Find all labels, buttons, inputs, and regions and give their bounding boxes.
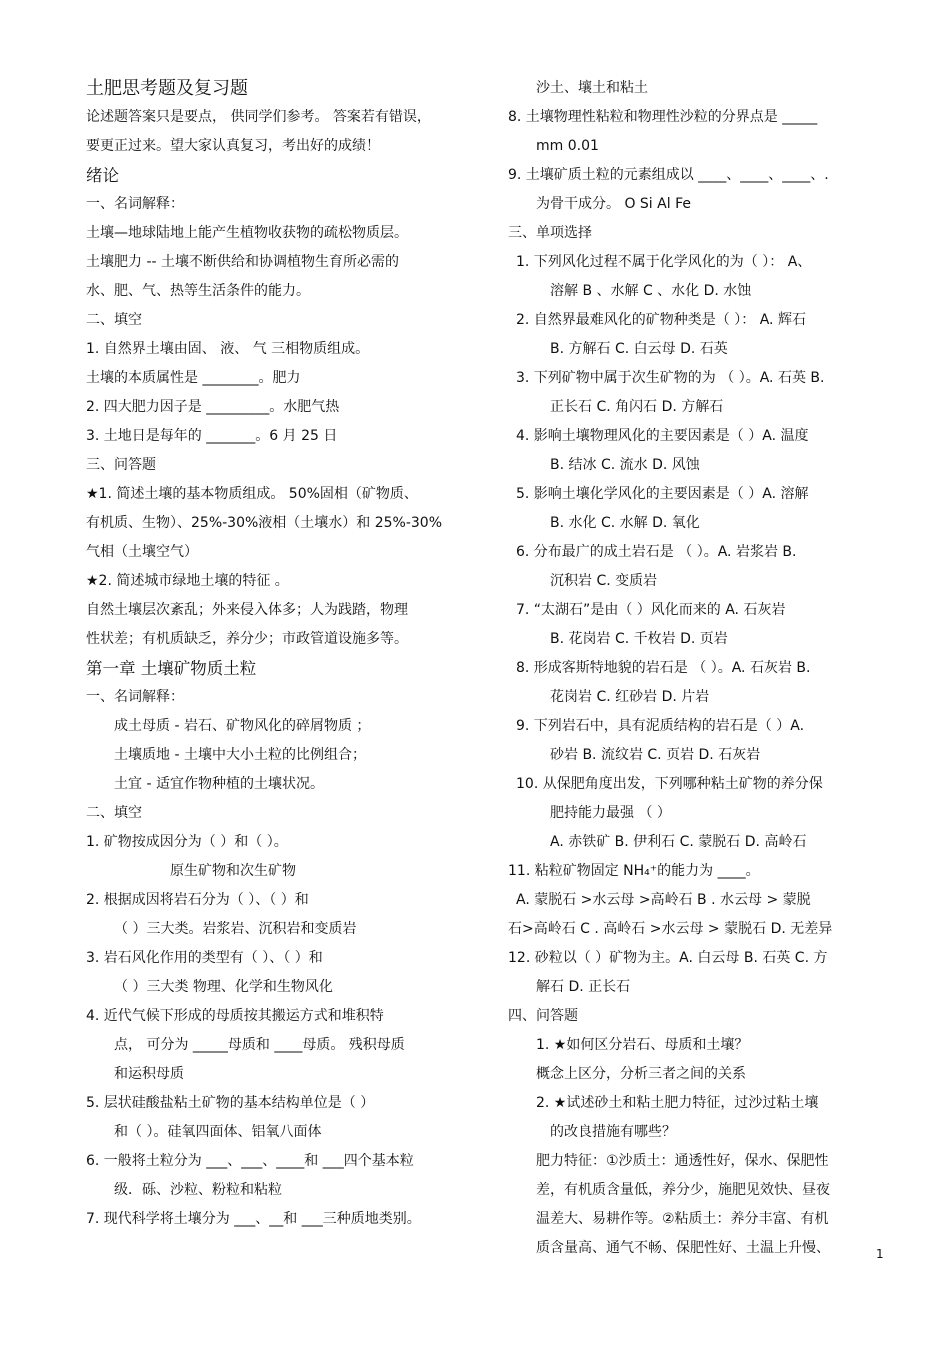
right-text-line: 3. 下列矿物中属于次生矿物的为 （ ）。A. 石英 B.	[516, 370, 825, 386]
left-text-line: 1. 矿物按成因分为（ ）和（ ）。	[86, 834, 288, 850]
right-text-line: 正长石 C. 角闪石 D. 方解石	[550, 399, 724, 415]
left-text-line: 一、名词解释：	[86, 196, 184, 212]
right-text-line: 2. ★试述砂土和粘土肥力特征，过沙过粘土壤	[536, 1095, 819, 1111]
left-text-line: 二、填空	[86, 805, 142, 821]
right-column	[508, 74, 892, 1263]
left-text-line: 级．砾、沙粒、粉粒和粘粒	[114, 1182, 282, 1198]
left-text-line: 土壤的本质属性是 ________。肥力	[86, 370, 301, 386]
left-text-line: 第一章 土壤矿物质土粒	[86, 659, 257, 678]
page-number: 1	[876, 1247, 884, 1261]
right-text-line: B. 方解石 C. 白云母 D. 石英	[550, 341, 728, 357]
right-text-line: B. 水化 C. 水解 D. 氧化	[550, 515, 700, 531]
left-text-line: （ ）三大类 物理、化学和生物风化	[114, 979, 333, 995]
left-text-line: 5. 层状硅酸盐粘土矿物的基本结构单位是（ ）	[86, 1095, 375, 1111]
right-text-line: 为骨干成分。 O Si Al Fe	[536, 196, 691, 212]
right-text-line: 7. “太湖石”是由（ ）风化而来的 A. 石灰岩	[516, 602, 786, 618]
right-text-line: 质含量高、通气不畅、保肥性好、土温上升慢、	[536, 1240, 830, 1256]
left-text-line: 4. 近代气候下形成的母质按其搬运方式和堆积特	[86, 1008, 384, 1024]
right-text-line: 2. 自然界最难风化的矿物种类是（ ）： A. 辉石	[516, 312, 806, 328]
left-text-line: 土壤肥力 -- 土壤不断供给和协调植物生育所必需的	[86, 254, 400, 270]
left-text-line: 二、填空	[86, 312, 142, 328]
left-text-line: 成土母质 - 岩石、矿物风化的碎屑物质 ；	[114, 718, 371, 734]
right-text-line: A. 赤铁矿 B. 伊利石 C. 蒙脱石 D. 高岭石	[550, 834, 807, 850]
left-text-line: 性状差；有机质缺乏，养分少；市政管道设施多等。	[86, 631, 408, 647]
right-text-line: 砂岩 B. 流纹岩 C. 页岩 D. 石灰岩	[550, 747, 761, 763]
left-text-line: 和（ ）。硅氧四面体、铝氧八面体	[114, 1124, 322, 1140]
left-text-line: 2. 根据成因将岩石分为（ ）、（ ）和	[86, 892, 309, 908]
left-text-line: 绪论	[86, 166, 119, 185]
left-text-line: 1. 自然界土壤由固、 液、 气 三相物质组成。	[86, 341, 370, 357]
right-text-line: 四、问答题	[508, 1008, 578, 1024]
right-text-line: 温差大、易耕作等。②粘质土：养分丰富、有机	[536, 1211, 829, 1227]
right-text-line: 肥持能力最强 （ ）	[550, 805, 671, 821]
left-text-line: 点， 可分为 _____母质和 ____母质。 残积母质	[114, 1037, 405, 1053]
left-text-line: 一、名词解释：	[86, 689, 184, 705]
right-text-line: 1. ★如何区分岩石、母质和土壤？	[536, 1037, 749, 1053]
right-text-line: 5. 影响土壤化学风化的主要因素是（ ）A. 溶解	[516, 486, 809, 502]
left-text-line: 自然土壤层次紊乱；外来侵入体多；人为践踏，物理	[86, 602, 408, 618]
right-text-line: 4. 影响土壤物理风化的主要因素是（ ）A. 温度	[516, 428, 809, 444]
left-text-line: 和运积母质	[114, 1066, 184, 1082]
right-text-line: 溶解 B 、水解 C 、水化 D. 水蚀	[550, 283, 752, 299]
right-text-line: 概念上区分，分析三者之间的关系	[536, 1066, 746, 1082]
right-text-line: 沙土、壤土和粘土	[536, 80, 648, 96]
right-text-line: 花岗岩 C. 红砂岩 D. 片岩	[550, 689, 710, 705]
left-text-line: 7. 现代科学将土壤分为 ___、__和 ___三种质地类别。	[86, 1211, 421, 1227]
right-text-line: 9. 下列岩石中，具有泥质结构的岩石是（ ）A.	[516, 718, 805, 734]
right-text-line: 11. 粘粒矿物固定 NH₄⁺的能力为 ____。	[508, 863, 760, 879]
right-text-line: mm 0.01	[536, 138, 599, 154]
right-text-line: 10. 从保肥角度出发，下列哪种粘土矿物的养分保	[516, 776, 823, 792]
left-text-line: 土肥思考题及复习题	[86, 78, 248, 99]
right-text-line: B. 花岗岩 C. 千枚岩 D. 页岩	[550, 631, 728, 647]
left-text-line: ★1. 简述土壤的基本物质组成。 50%固相（矿物质、	[86, 486, 418, 502]
right-text-line: 9. 土壤矿质土粒的元素组成以 ____、____、____、.	[508, 167, 829, 183]
left-column	[86, 74, 478, 1234]
left-text-line: 论述题答案只是要点， 供同学们参考。 答案若有错误，	[86, 109, 431, 125]
right-text-line: A. 蒙脱石 >水云母 >高岭石 B . 水云母 > 蒙脱	[516, 892, 811, 908]
left-text-line: 气相（土壤空气）	[86, 544, 198, 560]
right-text-line: 差，有机质含量低，养分少，施肥见效快、昼夜	[536, 1182, 830, 1198]
left-text-line: （ ）三大类。岩浆岩、沉积岩和变质岩	[114, 921, 357, 937]
right-text-line: 1. 下列风化过程不属于化学风化的为（ ）： A、	[516, 254, 812, 270]
left-text-line: 土宜 - 适宜作物种植的土壤状况。	[114, 776, 324, 792]
left-text-line: 6. 一般将土粒分为 ___、___、____和 ___四个基本粒	[86, 1153, 414, 1169]
left-text-line: 3. 岩石风化作用的类型有（ ）、（ ）和	[86, 950, 323, 966]
right-text-line: 6. 分布最广的成土岩石是 （ ）。A. 岩浆岩 B.	[516, 544, 797, 560]
left-text-line: 要更正过来。望大家认真复习，考出好的成绩！	[86, 138, 380, 154]
left-text-line: 3. 土地日是每年的 _______。6 月 25 日	[86, 428, 338, 444]
left-text-line: 土壤—地球陆地上能产生植物收获物的疏松物质层。	[86, 225, 408, 241]
right-text-line: B. 结冰 C. 流水 D. 风蚀	[550, 457, 700, 473]
right-text-line: 8. 形成客斯特地貌的岩石是 （ ）。A. 石灰岩 B.	[516, 660, 811, 676]
left-text-line: 原生矿物和次生矿物	[170, 863, 296, 879]
right-text-line: 三、单项选择	[508, 225, 592, 241]
right-text-line: 沉积岩 C. 变质岩	[550, 573, 658, 589]
right-text-line: 8. 土壤物理性粘粒和物理性沙粒的分界点是 _____	[508, 109, 818, 125]
right-text-line: 石>高岭石 C . 高岭石 >水云母 > 蒙脱石 D. 无差异	[508, 921, 833, 937]
left-text-line: 三、问答题	[86, 457, 156, 473]
left-text-line: 有机质、生物）、25%-30%液相（土壤水）和 25%-30%	[86, 515, 443, 531]
right-text-line: 的改良措施有哪些？	[550, 1124, 676, 1140]
left-text-line: 土壤质地 - 土壤中大小土粒的比例组合；	[114, 747, 366, 763]
left-text-line: ★2. 简述城市绿地土壤的特征 。	[86, 573, 289, 589]
left-text-line: 水、肥、气、热等生活条件的能力。	[86, 283, 310, 299]
left-text-line: 2. 四大肥力因子是 _________。水肥气热	[86, 399, 340, 415]
right-text-line: 12. 砂粒以（ ）矿物为主。A. 白云母 B. 石英 C. 方	[508, 950, 828, 966]
right-text-line: 肥力特征：①沙质土：通透性好，保水、保肥性	[536, 1153, 829, 1169]
right-text-line: 解石 D. 正长石	[536, 979, 631, 995]
